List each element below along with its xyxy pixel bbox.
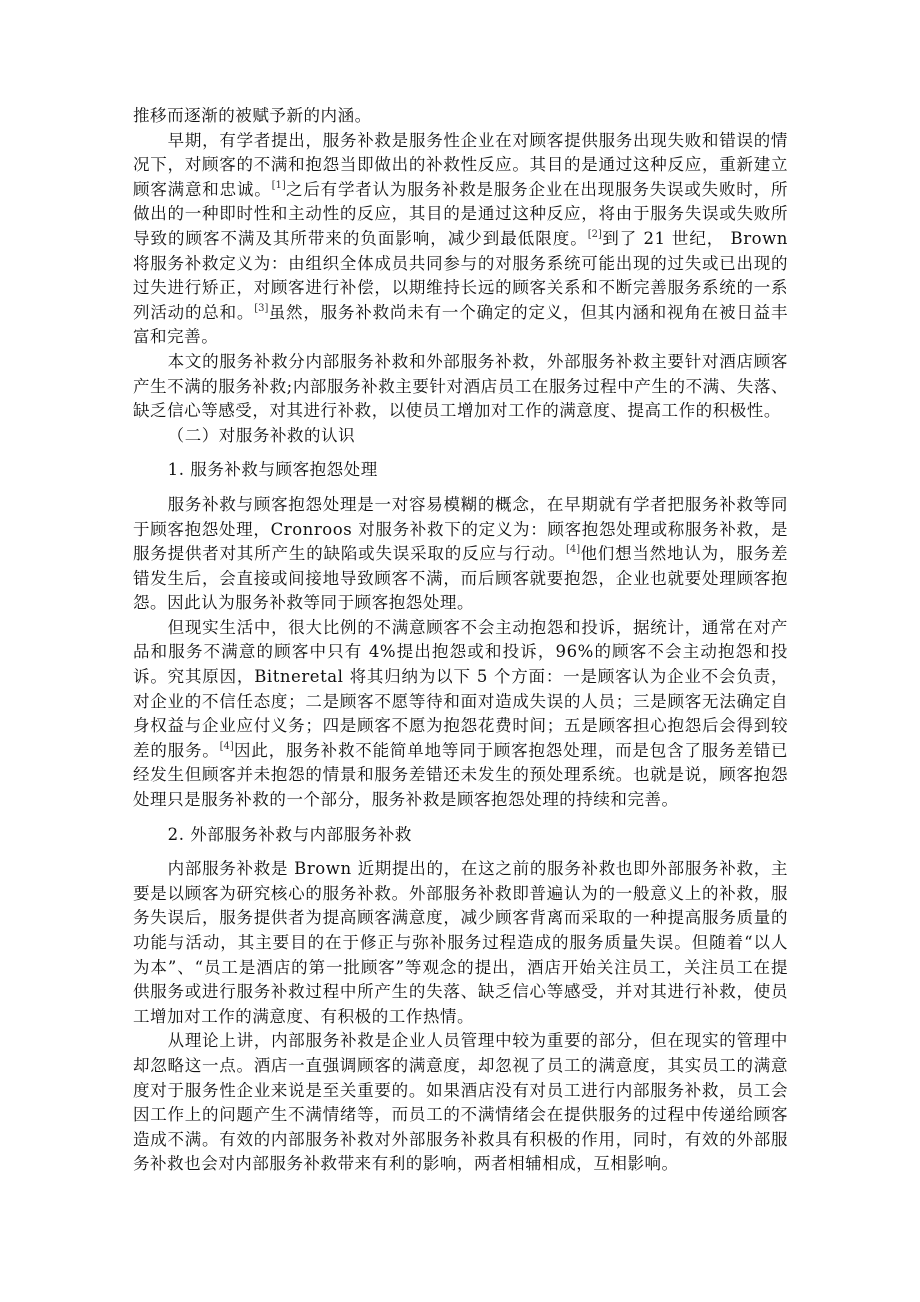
paragraph-text: 早期，有学者提出，服务补救是服务性企业在对顾客提供服务出现失败和错误的情况下，对顾客的不满和抱怨当即做出的补救性反应。其目的是通过这种反应，重新建立顾客满意和忠诚。	[133, 130, 788, 199]
paragraph-definition-history	[133, 129, 788, 350]
paragraph-scope	[133, 350, 788, 424]
paragraph-complaint-reality	[133, 616, 788, 813]
subsection-heading-complaint-handling: 1. 服务补救与顾客抱怨处理	[167, 460, 378, 480]
paragraph-text: 内部服务补救是 Brown 近期提出的，在这之前的服务补救也即外部服务补救，主要是以顾客为研究核心的服务补救。外部服务补救即普遍认为的一般意义上的补救，服务失误后，服务提供者为提高顾客满意度，减少顾客背离而采取的一种提高服务质量的功能与活动，其主要目的在于修正与弥补服务过程造成的服务质量失误。但随着“以人为本”、“员工是酒店的第一批顾客”等观念的提出，酒店开始关注员工，关注员工在提供服务或进行服务补救过程中所产生的失落、缺乏信心等感受，并对其进行补救，使员工增加对工作的满意度、有积极的工作热情。	[133, 859, 788, 1026]
paragraph-continuation	[133, 104, 788, 129]
citation-2[interactable]: [2]	[587, 228, 602, 240]
citation-4b[interactable]: [4]	[219, 740, 234, 752]
paragraph-text: 因此，服务补救不能简单地等同于顾客抱怨处理，而是包含了服务差错已经发生但顾客并未抱怨的情景和服务差错还未发生的预处理系统。也就是说，顾客抱怨处理只是服务补救的一个部分，服务补救是顾客抱怨处理的持续和完善。	[133, 740, 789, 810]
paragraph-text: 但现实生活中，很大比例的不满意顾客不会主动抱怨和投诉，据统计，通常在对产品和服务不满意的顾客中只有 4%提出抱怨或和投诉，96%的顾客不会主动抱怨和投诉。究其原因，Bitneretal 将其归纳为以下 5 个方面：一是顾客认为企业不会负责，对企业的不信任态度；二是顾客不愿等待和面对造成失误的人员；三是顾客无法确定自身权益与企业应付义务；四是顾客不愿为抱怨花费时间；五是顾客担心抱怨后会得到较差的服务。	[133, 617, 788, 760]
document-body	[133, 104, 788, 1177]
paragraph-text: 虽然，服务补救尚未有一个确定的定义，但其内涵和视角在被日益丰富和完善。	[133, 302, 789, 347]
citation-4[interactable]: [4]	[566, 544, 581, 556]
paragraph-text: 服务补救与顾客抱怨处理是一对容易模糊的概念，在早期就有学者把服务补救等同于顾客抱怨处理，Cronroos 对服务补救下的定义为：顾客抱怨处理或称服务补救，是服务提供者对其所产生的缺陷或失误采取的反应与行动。	[133, 494, 788, 564]
paragraph-complaint-concept	[133, 493, 788, 616]
paragraph-external-recovery	[133, 857, 788, 1029]
paragraph-text: 推移而逐渐的被赋予新的内涵。	[133, 106, 372, 125]
paragraph-text: 他们想当然地认为，服务差错发生后，会直接或间接地导致顾客不满，而后顾客就要抱怨，企业也就要处理顾客抱怨。因此认为服务补救等同于顾客抱怨处理。	[133, 544, 789, 613]
section-heading-understanding: （二）对服务补救的认识	[167, 425, 356, 445]
subsection-heading-external-internal: 2. 外部服务补救与内部服务补救	[167, 824, 412, 844]
paragraph-text: 到了 21 世纪， Brown 将服务补救定义为：由组织全体成员共同参与的对服务系统可能出现的过失或已出现的过失进行矫正，对顾客进行补偿，以期维持长远的顾客关系和不断完善服务系统的一系列活动的总和。	[133, 228, 788, 322]
paragraph-internal-recovery	[133, 1029, 788, 1177]
citation-3[interactable]: [3]	[254, 302, 269, 314]
paragraph-text: 之后有学者认为服务补救是服务企业在出现服务失误或失败时，所做出的一种即时性和主动性的反应，其目的是通过这种反应，将由于服务失误或失败所导致的顾客不满及其所带来的负面影响，减少到最低限度。	[133, 179, 788, 248]
citation-1[interactable]: [1]	[271, 179, 286, 191]
paragraph-text: 本文的服务补救分内部服务补救和外部服务补救，外部服务补救主要针对酒店顾客产生不满的服务补救;内部服务补救主要针对酒店员工在服务过程中产生的不满、失落、缺乏信心等感受，对其进行补救，以使员工增加对工作的满意度、提高工作的积极性。	[133, 351, 788, 421]
paragraph-text: 从理论上讲，内部服务补救是企业人员管理中较为重要的部分，但在现实的管理中却忽略这一点。酒店一直强调顾客的满意度，却忽视了员工的满意度，其实员工的满意度对于服务性企业来说是至关重要的。如果酒店没有对员工进行内部服务补救，员工会因工作上的问题产生不满情绪等，而员工的不满情绪会在提供服务的过程中传递给顾客造成不满。有效的内部服务补救对外部服务补救具有积极的作用，同时，有效的外部服务补救也会对内部服务补救带来有利的影响，两者相辅相成，互相影响。	[133, 1031, 788, 1174]
